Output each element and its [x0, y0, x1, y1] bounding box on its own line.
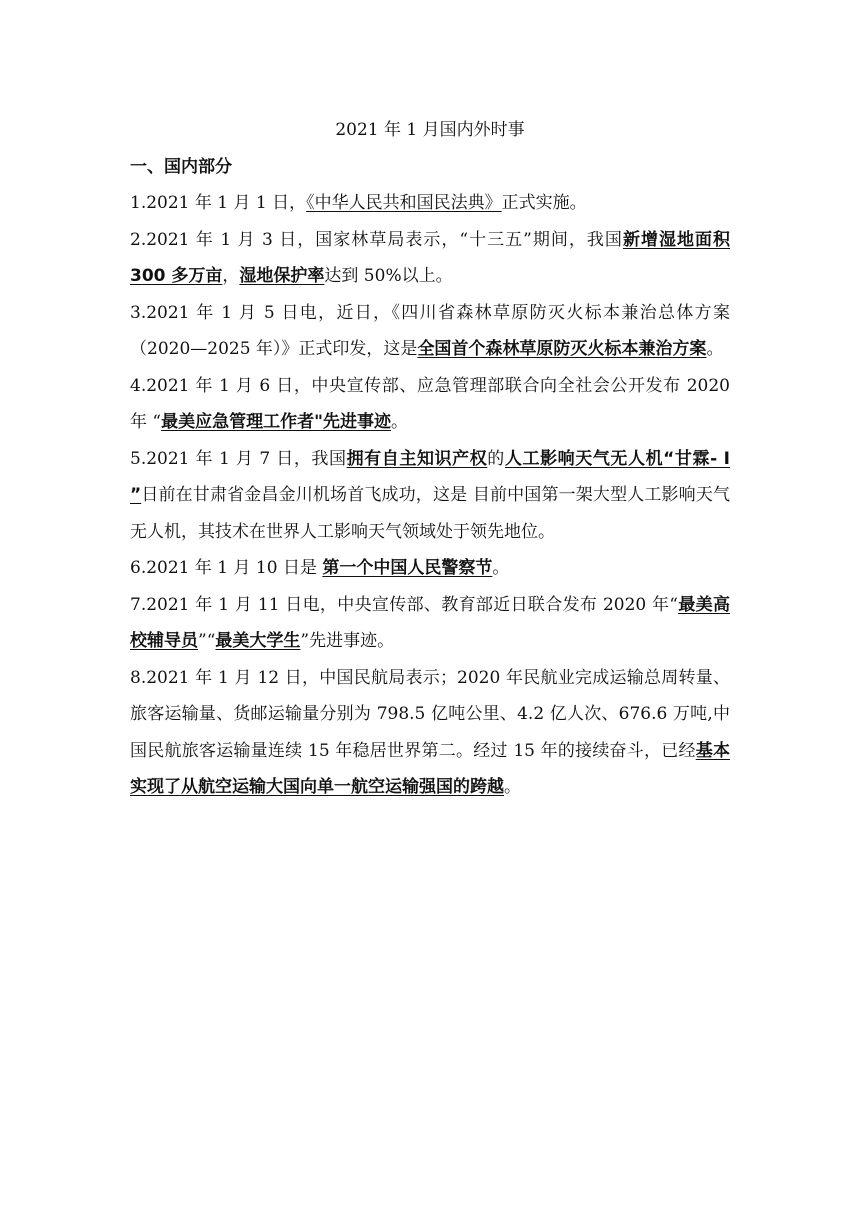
news-item-8	[130, 660, 730, 806]
news-item-7	[130, 587, 730, 660]
item-text: 8.2021 年 1 月 12 日，中国民航局表示；2020 年民航业完成运输总周转量、旅客运输量、货邮运输量分别为 798.5 亿吨公里、4.2 亿人次、676.6 万吨,中国民航旅客运输量连续 15 年稳居世界第二。经过 15 年的接续奋斗，已经	[130, 667, 730, 761]
item-text: ，	[222, 266, 240, 286]
item-highlight: 基本实现了从航空运输大国向单一航空运输强国的跨越	[130, 740, 730, 797]
item-text: ”先进事迹。	[300, 631, 395, 651]
item-text: 。	[706, 339, 724, 359]
item-text: 7.2021 年 1 月 11 日电，中央宣传部、教育部近日联合发布 2020 年“	[130, 594, 678, 615]
document-body	[130, 112, 730, 806]
item-text: 。	[492, 558, 510, 578]
item-text: 正式实施。	[501, 193, 587, 213]
item-text: 5.2021 年 1 月 7 日，我国	[130, 448, 347, 469]
item-text: 6.2021 年 1 月 10 日是	[130, 558, 323, 578]
item-highlight: 第一个中国人民警察节	[322, 558, 493, 578]
item-text: 2.2021 年 1 月 3 日，国家林草局表示，“十三五”期间，我国	[130, 229, 623, 250]
news-item-4	[130, 368, 730, 441]
item-text: 日前在甘肃省金昌金川机场首飞成功，这是 目前中国第一架大型人工影响天气无人机，其技术在世界人工影响天气领域处于领先地位。	[130, 485, 730, 542]
document-title: 2021 年 1 月国内外时事	[335, 120, 525, 140]
item-highlight: 《中华人民共和国民法典》	[306, 193, 502, 213]
item-highlight: 最美高校辅导员	[130, 594, 730, 651]
item-text: 的	[487, 448, 505, 469]
item-highlight: 全国首个森林草原防灭火标本兼治方案	[417, 339, 707, 359]
item-text: 达到 50%以上。	[324, 266, 453, 286]
news-item-6	[130, 550, 730, 587]
section-heading-domestic: 一、国内部分	[130, 156, 232, 177]
item-highlight: 人工影响天气无人机“甘霖- Ⅰ ”	[130, 448, 730, 505]
item-text: 4.2021 年 1 月 6 日，中央宣传部、应急管理部联合向全社会公开发布 2020 年 “	[130, 375, 730, 432]
item-text: ”“	[198, 631, 216, 651]
item-text: 。	[504, 777, 521, 797]
news-item-1	[130, 185, 730, 222]
news-item-5	[130, 441, 730, 551]
item-highlight: 最美大学生	[215, 631, 301, 651]
item-highlight: 湿地保护率	[239, 266, 325, 286]
news-item-3	[130, 295, 730, 368]
item-highlight: 新增湿地面积 300 多万亩	[130, 229, 731, 286]
item-highlight: 拥有自主知识产权	[346, 448, 488, 469]
news-item-2	[130, 222, 730, 295]
item-text: 。	[390, 412, 408, 432]
item-highlight: 最美应急管理工作者"先进事迹	[161, 412, 391, 432]
item-text: 1.2021 年 1 月 1 日，	[130, 193, 307, 213]
item-text: 3.2021 年 1 月 5 日电，近日，《四川省森林草原防灭火标本兼治总体方案（2020—2025 年）》正式印发，这是	[130, 302, 730, 359]
